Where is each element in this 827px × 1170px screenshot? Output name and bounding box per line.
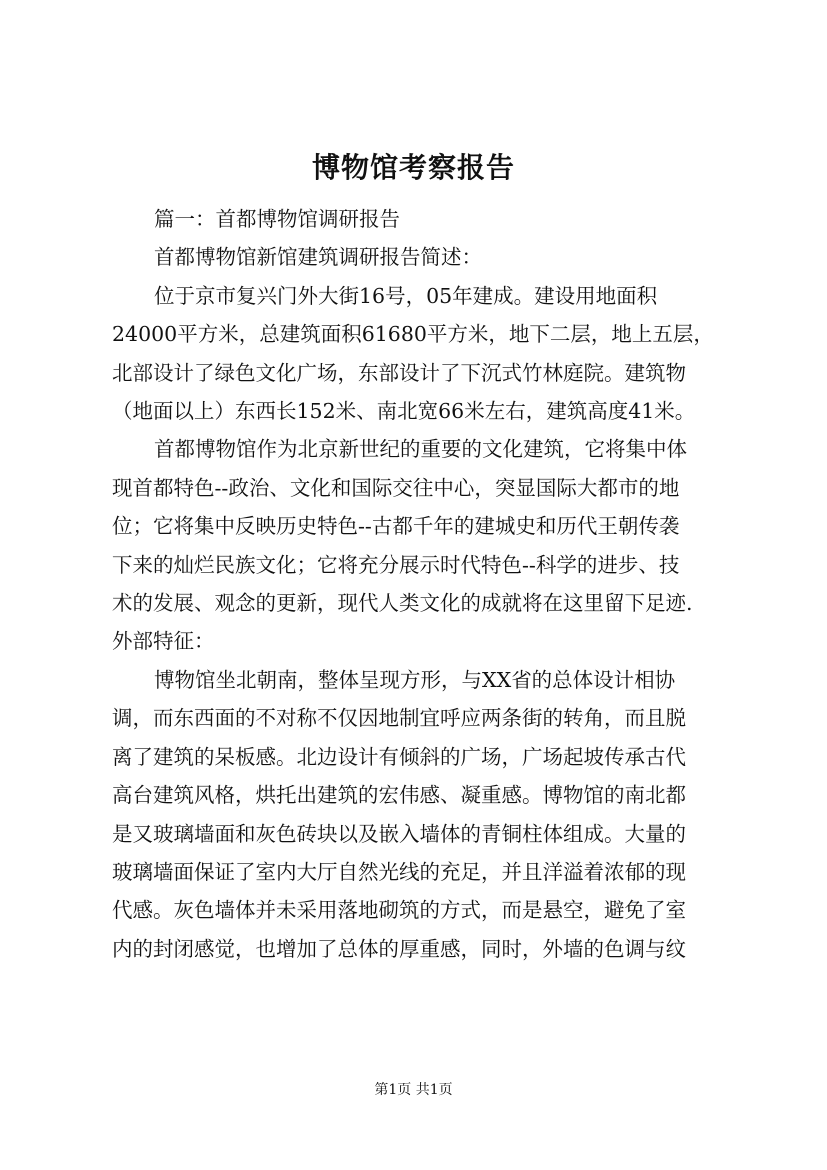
paragraph-line: 高台建筑风格，烘托出建筑的宏伟感、凝重感。博物馆的南北都 <box>112 783 686 808</box>
paragraph-line: 现首都特色--政治、文化和国际交往中心，突显国际大都市的地 <box>112 475 680 500</box>
page-footer: 第1页 共1页 <box>374 1082 453 1098</box>
paragraph-line: 术的发展、观念的更新，现代人类文化的成就将在这里留下足迹. <box>112 591 693 616</box>
paragraph-line: 下来的灿烂民族文化；它将充分展示时代特色--科学的进步、技 <box>112 552 680 577</box>
paragraph-line: 内的封闭感觉，也增加了总体的厚重感，同时，外墙的色调与纹 <box>112 936 686 961</box>
paragraph-line: 博物馆坐北朝南，整体呈现方形，与XX省的总体设计相协 <box>154 667 676 692</box>
paragraph-line: 首都博物馆作为北京新世纪的重要的文化建筑，它将集中体 <box>154 437 687 462</box>
paragraph-line: 是又玻璃墙面和灰色砖块以及嵌入墙体的青铜柱体组成。大量的 <box>112 821 686 846</box>
document-body <box>112 200 722 968</box>
paragraph-line: （地面以上）东西长152米、南北宽66米左右，建筑高度41米。 <box>112 399 696 424</box>
paragraph-line: 位于京市复兴门外大街16号，05年建成。建设用地面积 <box>154 283 658 308</box>
document-title: 博物馆考察报告 <box>311 151 515 184</box>
paragraph-line: 位；它将集中反映历史特色--古都千年的建城史和历代王朝传袭 <box>112 514 680 539</box>
paragraph-line: 代感。灰色墙体并未采用落地砌筑的方式，而是悬空，避免了室 <box>112 898 686 923</box>
paragraph-line: 玻璃墙面保证了室内大厅自然光线的充足，并且洋溢着浓郁的现 <box>112 859 686 884</box>
paragraph-line: 调，而东西面的不对称不仅因地制宜呼应两条街的转角，而且脱 <box>112 706 686 731</box>
paragraph-line: 离了建筑的呆板感。北边设计有倾斜的广场，广场起坡传承古代 <box>112 744 686 769</box>
paragraph-line: 24000平方米，总建筑面积61680平方米，地下二层，地上五层， <box>112 322 714 347</box>
paragraph-line: 北部设计了绿色文化广场，东部设计了下沉式竹林庭院。建筑物 <box>112 360 686 385</box>
section-heading: 篇一：首都博物馆调研报告 <box>154 207 400 231</box>
paragraph-line: 首都博物馆新馆建筑调研报告简述： <box>154 245 482 270</box>
paragraph-line: 外部特征： <box>112 629 215 654</box>
